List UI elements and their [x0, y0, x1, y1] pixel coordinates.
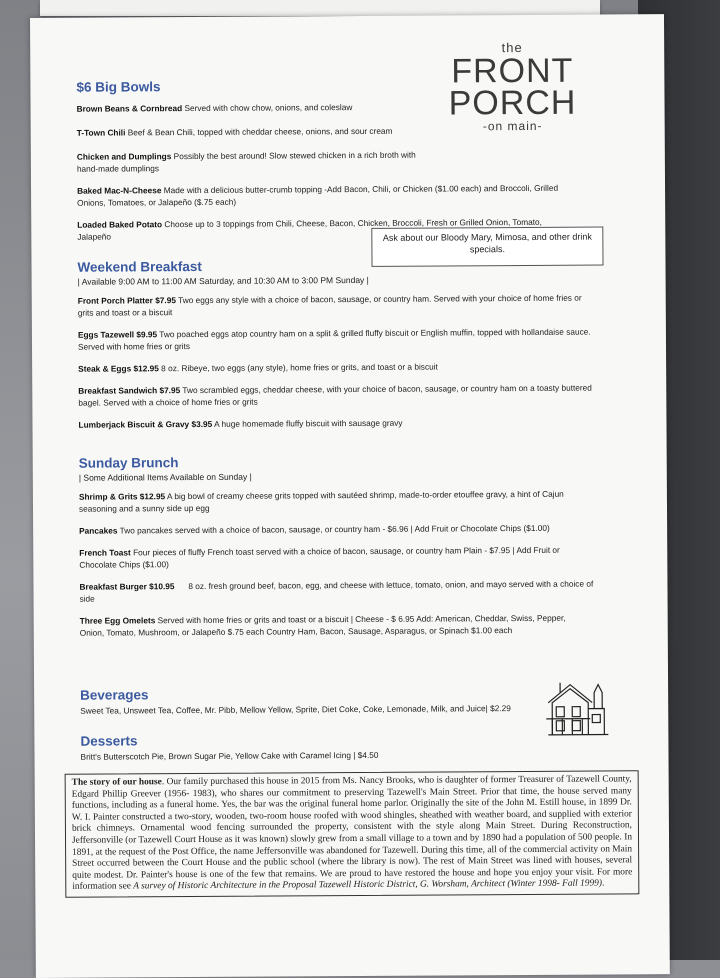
menu-item	[78, 416, 598, 431]
menu-item	[77, 182, 587, 209]
story-heading: The story of our house	[71, 777, 162, 788]
logo-the: the	[501, 39, 523, 56]
item-desc: Possibly the best around! Slow stewed chicken in a rich broth with hand-made dumplings	[76, 149, 416, 174]
logo-porch: PORCH	[448, 83, 577, 123]
item-desc: Choose up to 3 toppings from Chili, Cheese, Bacon, Chicken, Broccoli, Fresh or Grilled Onion, Tomato, Jalapeño	[77, 216, 542, 242]
menu-item	[80, 612, 580, 639]
story-end: .	[601, 878, 605, 889]
menu-item	[78, 326, 598, 353]
section-sunday-brunch	[79, 452, 620, 638]
desserts-list: Britt's Butterscotch Pie, Brown Sugar Pie, Yellow Cake with Caramel Icing | $4.50	[80, 749, 379, 762]
breakfast-hours-note: | Available 9:00 AM to 11:00 AM Saturday, and 10:30 AM to 3:00 PM Sunday |	[77, 274, 369, 287]
item-desc: Beef & Bean Chili, topped with cheddar cheese, onions, and sour cream	[125, 125, 393, 138]
item-name: Steak & Eggs $12.95	[78, 363, 159, 374]
item-name: Loaded Baked Potato	[77, 219, 163, 230]
menu-item	[77, 125, 417, 139]
menu-item	[77, 149, 437, 175]
item-desc: Served with chow chow, onions, and coleslaw	[182, 102, 353, 114]
item-name: Breakfast Sandwich $7.95	[78, 385, 181, 396]
menu-item	[77, 216, 567, 243]
item-name: Front Porch Platter $7.95	[77, 295, 176, 306]
item-name: Chicken and Dumplings	[76, 151, 172, 162]
drink-specials-callout: Ask about our Bloody Mary, Mimosa, and other drink specials.	[371, 227, 603, 267]
item-desc: 8 oz. fresh ground beef, bacon, egg, and cheese with lettuce, tomato, onion, and mayo served with a choice of side	[79, 578, 596, 604]
desserts-heading: Desserts	[80, 733, 138, 749]
item-name: Breakfast Burger $10.95	[79, 581, 175, 592]
menu-page	[30, 14, 670, 978]
menu-item	[79, 488, 599, 515]
item-desc: A big bowl of creamy cheese grits topped with sautéed shrimp, made-to-order etouffee gravy, a hint of Cajun seasoning and a sunny side up egg	[78, 488, 564, 514]
item-name: Baked Mac-N-Cheese	[77, 185, 162, 196]
item-name: Shrimp & Grits $12.95	[78, 491, 166, 502]
weekend-breakfast-heading: Weekend Breakfast	[77, 258, 202, 275]
item-desc: Served with home fries or grits and toast or a biscuit | Cheese - $ 6.95 Add: American, Cheddar, Swiss, Pepper, Onion, Tomato, Mushroom, or Jalapeño $.75 each Country Ham, Bacon, Sausage, Asparagus, or Spinach $1.00 each	[79, 612, 566, 638]
item-name: Lumberjack Biscuit & Gravy $3.95	[78, 418, 213, 430]
story-body: . Our family purchased this house in 2015 from Ms. Nancy Brooks, who is daughter of former Treasurer of Tazewell County, Edgard Phillip Greever (1956- 1983), who shares our commitment to preserving Tazewell's Main Street. Prior that time, the house served many functions, including as a funeral home. Yes, the bar was the original funeral home parlor. Originally the site of the John M. Estill house, in 1899 Dr. W. I. Painter constructed a two-story, wooden, two-room house roofed with wood shingles, sheathed with weather board, and supplied with exterior brick chimneys. Ornamental wood fencing surrounded the property, consistent with the style along Main Street. During Reconstruction, Jeffersonville (or Tazewell Court House as it was known) slowly grew from a small village to a town and by 1890 had a population of 500 people. In 1891, at the request of the Post Office, the name Jeffersonville was abandoned for Tazewell. During this time, all of the commercial activity on Main Street occurred between the Court House and the public school (where the library is now). The rest of Main Street was lined with houses, several quite modest. Dr. Painter's house is one of the few that remains. We are proud to have restored the house and hope you enjoy your visit. For more information see	[71, 774, 633, 893]
beverages-heading: Beverages	[80, 687, 149, 703]
item-name: Three Egg Omelets	[79, 615, 156, 626]
item-desc: 8 oz. Ribeye, two eggs (any style), home fries or grits, and toast or a biscuit	[158, 361, 438, 374]
section-beverages	[80, 685, 530, 717]
item-desc: Two eggs any style with a choice of bacon, sausage, or country ham. Served with your choice of home fries or grits and toast or a biscuit	[77, 292, 582, 318]
big-bowls-heading: $6 Big Bowls	[76, 79, 161, 95]
menu-item	[78, 360, 598, 375]
menu-item	[79, 522, 599, 537]
beverages-list: Sweet Tea, Unsweet Tea, Coffee, Mr. Pibb, Mellow Yellow, Sprite, Diet Coke, Coke, Lemonade, Milk, and Juice| $2.29	[80, 703, 511, 716]
item-desc: Four pieces of fluffy French toast served with a choice of bacon, sausage, or country ham Plain - $7.95 | Add Fruit or Chocolate Chips ($1.00)	[79, 544, 560, 570]
section-big-bowls	[76, 76, 617, 242]
menu-item	[78, 292, 598, 319]
item-name: T-Town Chili	[76, 127, 126, 138]
menu-item	[79, 578, 604, 605]
menu-item	[77, 101, 377, 115]
menu-item	[79, 544, 599, 571]
item-desc: A huge homemade fluffy biscuit with sausage gravy	[212, 417, 403, 429]
brunch-note: | Some Additional Items Available on Sunday |	[78, 471, 252, 483]
previous-menu-sheet	[40, 0, 600, 16]
sunday-brunch-heading: Sunday Brunch	[78, 455, 179, 471]
house-story-box	[65, 770, 640, 897]
item-name: Eggs Tazewell $9.95	[77, 329, 158, 340]
item-desc: Made with a delicious butter-crumb topping -Add Bacon, Chili, or Chicken ($1.00 each) and Broccoli, Grilled Onions, Tomatoes, or Jalapeño ($.75 each)	[77, 182, 559, 208]
item-name: Pancakes	[79, 525, 118, 536]
menu-item	[78, 382, 603, 409]
logo-front: FRONT	[451, 51, 574, 91]
item-name: Brown Beans & Cornbread	[76, 103, 183, 114]
story-citation: A survey of Historic Architecture in the Proposal Tazewell Historic District, G. Worsham, Architect (Winter 1998- Fall 1999)	[133, 878, 602, 892]
item-desc: Two scrambled eggs, cheddar cheese, with your choice of bacon, sausage, or country ham on a toasty buttered bagel. Served with a choice of home fries or grits	[78, 382, 592, 408]
section-weekend-breakfast	[77, 256, 618, 430]
item-name: French Toast	[79, 547, 131, 558]
item-desc: Two pancakes served with a choice of bacon, sausage, or country ham - $6.96 | Add Fruit or Chocolate Chips ($1.00)	[117, 522, 550, 536]
logo-on-main: -on main-	[482, 118, 543, 134]
item-desc: Two poached eggs atop country ham on a split & grilled fluffy biscuit or English muffin, topped with hollandaise sauce. Served with home fries or grits	[77, 326, 591, 352]
section-desserts	[80, 730, 620, 762]
